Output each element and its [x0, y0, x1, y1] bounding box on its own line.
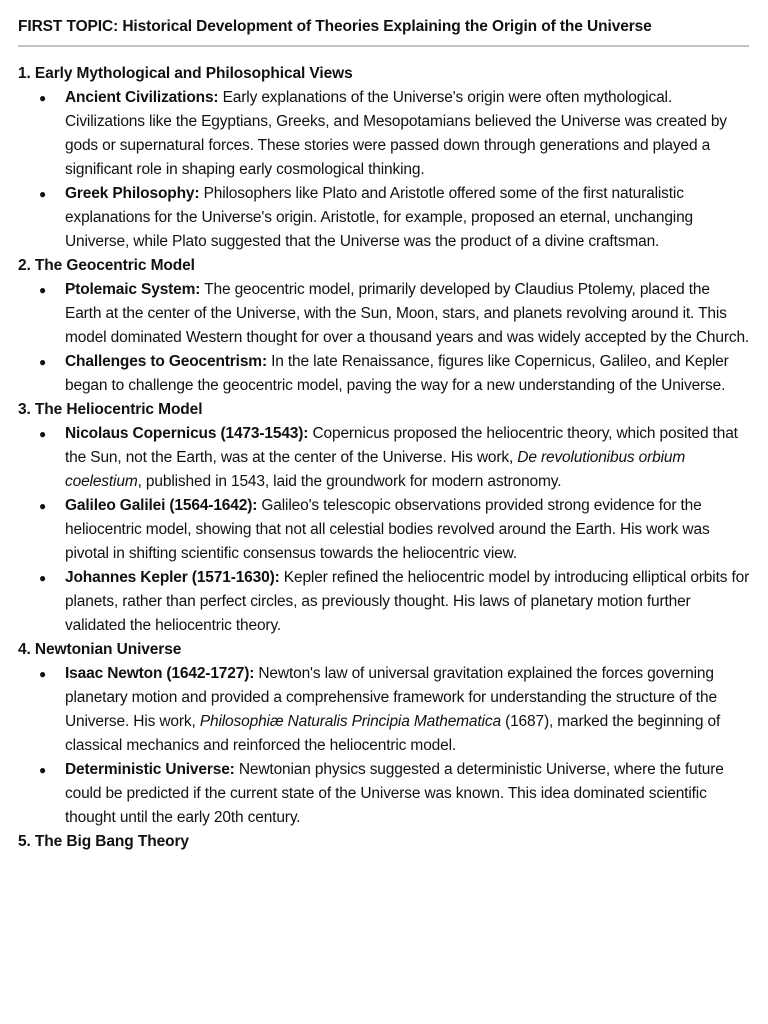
item-term: Challenges to Geocentrism:	[65, 353, 267, 370]
item-text: Kepler refined the heliocentric model by introducing elliptical orbits for planets, rather than perfect circles, as previously thought. His laws of planetary motion further validated the heliocentric theory.	[65, 569, 750, 634]
bullet-list	[18, 278, 750, 398]
item-term: Greek Philosophy:	[65, 185, 200, 202]
list-item	[18, 278, 750, 350]
section-newtonian-universe	[18, 638, 750, 830]
list-item	[18, 662, 750, 758]
item-term: Ptolemaic System:	[65, 281, 201, 298]
section-heading: 1. Early Mythological and Philosophical Views	[18, 65, 353, 82]
bullet-icon: ●	[39, 667, 47, 681]
item-text: In the late Renaissance, figures like Copernicus, Galileo, and Kepler began to challenge the geocentric model, paving the way for a new understanding of the Universe.	[65, 353, 729, 394]
bullet-icon: ●	[39, 355, 47, 369]
list-item	[18, 86, 750, 182]
item-text: Philosophers like Plato and Aristotle offered some of the first naturalistic explanations for the Universe's origin. Aristotle, for example, proposed an eternal, unchanging Universe, while Plato suggested that the Universe was the product of a divine craftsman.	[65, 185, 694, 250]
item-text-after: , published in 1543, laid the groundwork for modern astronomy.	[137, 473, 562, 490]
bullet-icon: ●	[39, 763, 47, 777]
bullet-icon: ●	[39, 91, 47, 105]
list-item	[18, 494, 750, 566]
item-italic-title: De revolutionibus orbium coelestium	[65, 449, 686, 490]
item-term: Deterministic Universe:	[65, 761, 235, 778]
item-text: Galileo's telescopic observations provided strong evidence for the heliocentric model, showing that not all celestial bodies revolved around the Earth. His work was pivotal in shifting scientific consensus towards the heliocentric view.	[65, 497, 710, 562]
item-term: Nicolaus Copernicus (1473-1543):	[65, 425, 309, 442]
bullet-icon: ●	[39, 571, 47, 585]
item-term: Johannes Kepler (1571-1630):	[65, 569, 280, 586]
bullet-icon: ●	[39, 499, 47, 513]
list-item	[18, 422, 750, 494]
section-big-bang-theory	[18, 830, 750, 854]
list-item	[18, 182, 750, 254]
document-content	[18, 62, 750, 854]
item-term: Isaac Newton (1642-1727):	[65, 665, 255, 682]
section-heading: 2. The Geocentric Model	[18, 257, 195, 274]
section-early-views	[18, 62, 750, 254]
bullet-icon: ●	[39, 187, 47, 201]
item-text: Early explanations of the Universe's origin were often mythological. Civilizations like the Egyptians, Greeks, and Mesopotamians believed the Universe was created by gods or supernatural forces. These stories were passed down through generations and played a significant role in shaping early cosmological thinking.	[65, 89, 727, 178]
item-text: Copernicus proposed the heliocentric theory, which posited that the Sun, not the Earth, was at the center of the Universe. His work,	[65, 425, 738, 466]
section-heading: 5. The Big Bang Theory	[18, 833, 189, 850]
list-item	[18, 566, 750, 638]
section-geocentric-model	[18, 254, 750, 398]
bullet-icon: ●	[39, 427, 47, 441]
list-item	[18, 758, 750, 830]
section-heading: 4. Newtonian Universe	[18, 641, 182, 658]
item-text: The geocentric model, primarily developed by Claudius Ptolemy, placed the Earth at the center of the Universe, with the Sun, Moon, stars, and planets revolving around it. This model dominated Western thought for over a thousand years and was widely accepted by the Church.	[65, 281, 750, 346]
item-term: Galileo Galilei (1564-1642):	[65, 497, 258, 514]
bullet-list	[18, 662, 750, 830]
section-heliocentric-model	[18, 398, 750, 638]
bullet-list	[18, 422, 750, 638]
item-text-after: (1687), marked the beginning of classical mechanics and reinforced the heliocentric model.	[65, 713, 721, 754]
item-text: Newton's law of universal gravitation explained the forces governing planetary motion and provided a comprehensive framework for understanding the structure of the Universe. His work,	[65, 665, 717, 730]
section-heading: 3. The Heliocentric Model	[18, 401, 203, 418]
item-term: Ancient Civilizations:	[65, 89, 219, 106]
bullet-icon: ●	[39, 283, 47, 297]
bullet-list	[18, 86, 750, 254]
list-item	[18, 350, 750, 398]
item-italic-title: Philosophiæ Naturalis Principia Mathematica	[199, 713, 501, 730]
item-text: Newtonian physics suggested a deterministic Universe, where the future could be predicted if the current state of the Universe was known. This idea dominated scientific thought until the early 20th century.	[65, 761, 724, 826]
document-title: FIRST TOPIC: Historical Development of Theories Explaining the Origin of the Universe	[18, 18, 652, 35]
title-divider	[18, 45, 749, 47]
